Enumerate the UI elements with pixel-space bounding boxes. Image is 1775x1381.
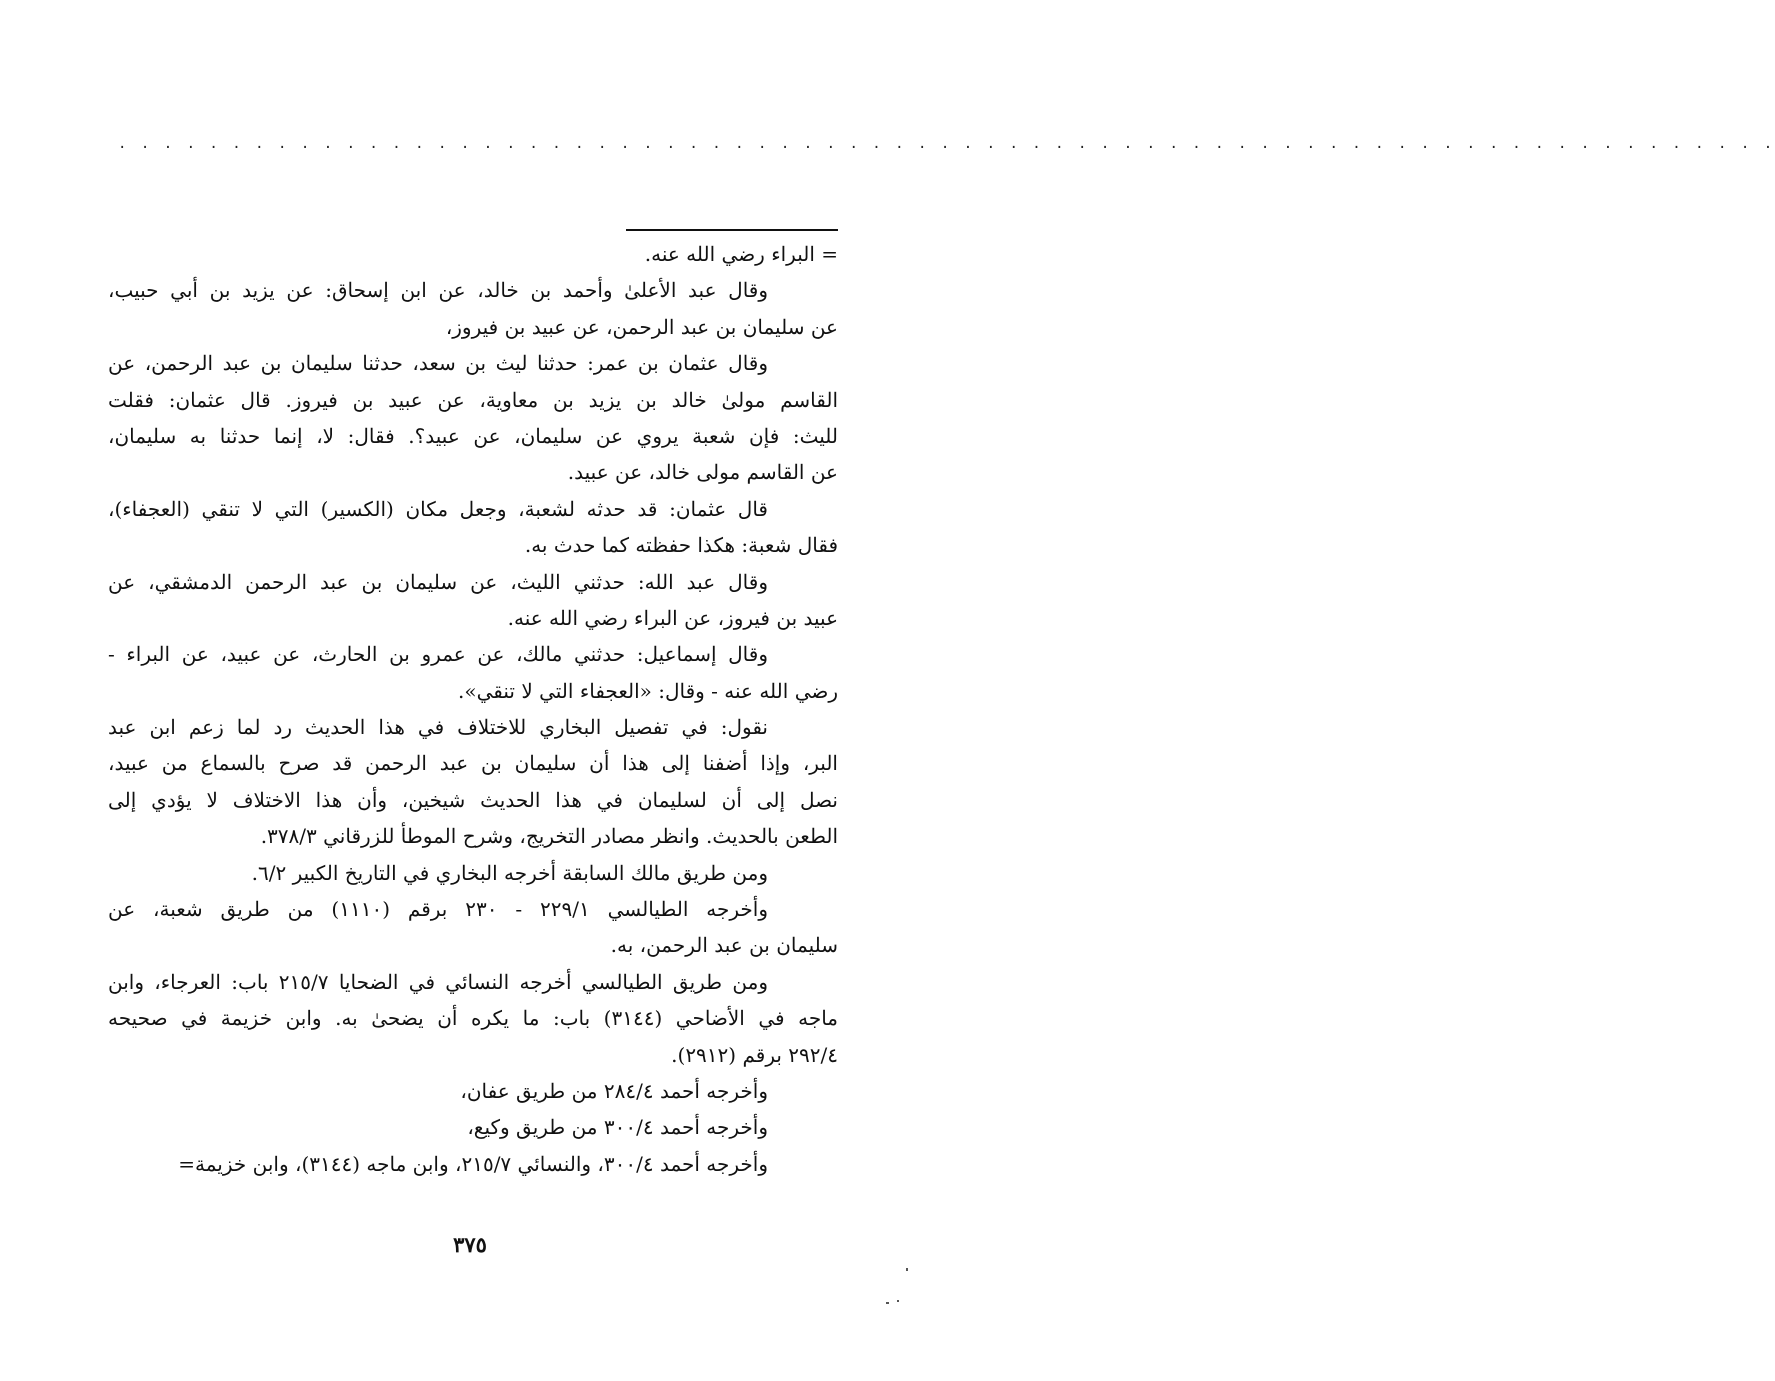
text-line: وأخرجه أحمد ٢٨٤/٤ من طريق عفان، [460,1078,768,1103]
footnote-block [108,236,838,1182]
scan-speck [897,1300,899,1302]
text-line: = البراء رضي الله عنه. [644,242,838,266]
text-line: القاسم مولىٰ خالد بن يزيد بن معاوية، عن عبيد بن فيروز. قال عثمان: فقلت [108,387,838,412]
text-line: ٢٩٢/٤ برقم (٢٩١٢). [671,1042,838,1067]
text-line: ومن طريق مالك السابقة أخرجه البخاري في التاريخ الكبير ٦/٢. [251,860,768,885]
text-line: وقال عبد الأعلىٰ وأحمد بن خالد، عن ابن إسحاق: عن يزيد بن أبي حبيب، [108,278,768,303]
page-number: ٣٧٥ [453,1232,487,1257]
text-line: الطعن بالحديث. وانظر مصادر التخريج، وشرح الموطأ للزرقاني ٣٧٨/٣. [260,824,838,849]
text-line: ماجه في الأضاحي (٣١٤٤) باب: ما يكره أن يضحىٰ به. وابن خزيمة في صحيحه [108,1006,838,1031]
text-line: عبيد بن فيروز، عن البراء رضي الله عنه. [507,605,838,630]
text-line: عن القاسم مولى خالد، عن عبيد. [567,460,838,485]
text-line: قال عثمان: قد حدثه لشعبة، وجعل مكان (الكسير) التي لا تنقي (العجفاء)، [108,496,768,521]
text-line: نصل إلى أن لسليمان في هذا الحديث شيخين، وأن هذا الاختلاف لا يؤدي إلى [108,787,838,812]
text-line: عن سليمان بن عبد الرحمن، عن عبيد بن فيروز، [445,314,838,339]
text-line: البر، وإذا أضفنا إلى هذا أن سليمان بن عبد الرحمن قد صرح بالسماع من عبيد، [108,751,838,776]
footnote-rule [626,229,838,231]
text-line: سليمان بن عبد الرحمن، به. [610,933,838,958]
text-line: وأخرجه أحمد ٣٠٠/٤، والنسائي ٢١٥/٧، وابن ماجه (٣١٤٤)، وابن خزيمة= [178,1151,768,1176]
text-line: وأخرجه أحمد ٣٠٠/٤ من طريق وكيع، [467,1115,768,1140]
scan-speck [886,1302,889,1304]
text-line: لليث: فإن شعبة يروي عن سليمان، عن عبيد؟. فقال: لا، إنما حدثنا به سليمان، [108,423,839,448]
scan-speck [906,1268,908,1271]
text-line: فقال شعبة: هكذا حفظته كما حدث به. [524,533,838,558]
text-line: وقال عبد الله: حدثني الليث، عن سليمان بن عبد الرحمن الدمشقي، عن [108,569,768,594]
text-line: وأخرجه الطيالسي ٢٢٩/١ - ٢٣٠ برقم (١١١٠) من طريق شعبة، عن [108,897,768,922]
separator-dots: . . . . . . . . . . . . . . . . . . . . . . . . . . . . . . . . . . . . . . . . . . . . . . . . . . . . . . . . . . . . . . . . . . . . . . . . . [118,136,1775,152]
text-line: وقال إسماعيل: حدثني مالك، عن عمرو بن الحارث، عن عبيد، عن البراء - [108,642,768,667]
text-line: رضي الله عنه - وقال: «العجفاء التي لا تنقي». [458,678,838,703]
text-line: نقول: في تفصيل البخاري للاختلاف في هذا الحديث رد لما زعم ابن عبد [108,715,768,740]
text-line: ومن طريق الطيالسي أخرجه النسائي في الضحايا ٢١٥/٧ باب: العرجاء، وابن [108,969,768,994]
text-line: وقال عثمان بن عمر: حدثنا ليث بن سعد، حدثنا سليمان بن عبد الرحمن، عن [108,351,768,376]
